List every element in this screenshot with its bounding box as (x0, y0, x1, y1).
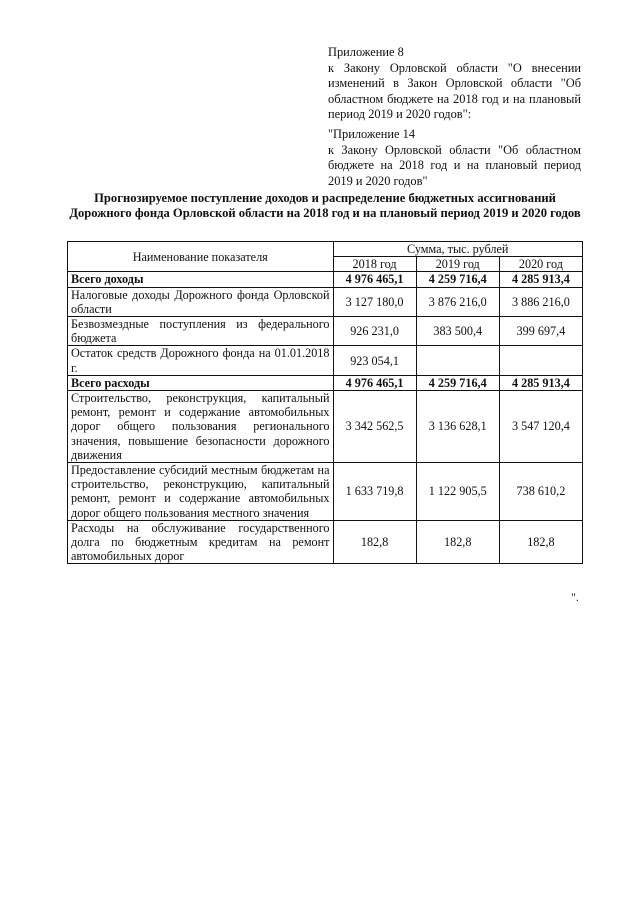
value-2020: 738 610,2 (499, 463, 582, 521)
header-year-2019: 2019 год (416, 257, 499, 272)
document-heading: Прогнозируемое поступление доходов и распределение бюджетных ассигнований Дорожного фонда Орловской области на 2018 год и на плановый период 2019 и 2020 годов (69, 191, 581, 221)
appendix-14-title: "Приложение 14 (328, 127, 416, 141)
table-header-row (68, 242, 583, 257)
row-name: Остаток средств Дорожного фонда на 01.01.2018 г. (68, 346, 334, 375)
value-2020: 4 285 913,4 (499, 272, 582, 287)
table-row-total-expenses (68, 375, 583, 390)
table-row-total-income (68, 272, 583, 287)
value-2018: 4 976 465,1 (333, 375, 416, 390)
value-2019: 383 500,4 (416, 317, 499, 346)
header-indicator-name: Наименование показателя (68, 242, 334, 272)
table-row-fund-balance (68, 346, 583, 375)
value-2020: 3 547 120,4 (499, 391, 582, 463)
value-2018: 3 127 180,0 (333, 287, 416, 316)
value-2018: 3 342 562,5 (333, 391, 416, 463)
value-2019: 3 136 628,1 (416, 391, 499, 463)
row-name: Расходы на обслуживание государственного долга по бюджетным кредитам на ремонт автомобильных дорог (68, 520, 334, 564)
row-name: Всего расходы (68, 375, 334, 390)
row-name: Безвозмездные поступления из федерального бюджета (68, 317, 334, 346)
value-2020: 182,8 (499, 520, 582, 564)
appendix-14-text: к Закону Орловской области "Об областном бюджете на 2018 год и на плановый период 2019 и 2020 годов" (328, 142, 581, 188)
value-2018: 182,8 (333, 520, 416, 564)
header-sum: Сумма, тыс. рублей (333, 242, 583, 257)
row-name: Предоставление субсидий местным бюджетам на строительство, реконструкцию, капитальный ремонт, ремонт и содержание автомобильных дорог общего пользования местного значения (68, 463, 334, 521)
value-2019: 3 876 216,0 (416, 287, 499, 316)
table-row-regional-roads (68, 391, 583, 463)
value-2018: 923 054,1 (333, 346, 416, 375)
value-2020 (499, 346, 582, 375)
appendix-8-text: к Закону Орловской области "О внесении изменений в Закон Орловской области "Об областном бюджете на 2018 год и на плановый период 2019 и 2020 годов": (328, 60, 581, 122)
value-2020: 3 886 216,0 (499, 287, 582, 316)
budget-table (67, 241, 583, 564)
table-row-federal-transfers (68, 317, 583, 346)
value-2020: 4 285 913,4 (499, 375, 582, 390)
row-name: Строительство, реконструкция, капитальный ремонт, ремонт и содержание автомобильных дорог общего пользования регионального значения, повышение безопасности дорожного движения (68, 391, 334, 463)
closing-quote-mark: ". (571, 590, 579, 604)
value-2018: 926 231,0 (333, 317, 416, 346)
value-2019: 4 259 716,4 (416, 375, 499, 390)
table-row-tax-income (68, 287, 583, 316)
appendix-14-block (328, 127, 581, 189)
row-name: Всего доходы (68, 272, 334, 287)
value-2019 (416, 346, 499, 375)
value-2019: 1 122 905,5 (416, 463, 499, 521)
row-name: Налоговые доходы Дорожного фонда Орловской области (68, 287, 334, 316)
value-2018: 1 633 719,8 (333, 463, 416, 521)
value-2018: 4 976 465,1 (333, 272, 416, 287)
value-2020: 399 697,4 (499, 317, 582, 346)
appendix-8-title: Приложение 8 (328, 45, 404, 59)
value-2019: 4 259 716,4 (416, 272, 499, 287)
table-row-debt-service (68, 520, 583, 564)
appendix-8-block (328, 45, 581, 123)
value-2019: 182,8 (416, 520, 499, 564)
header-year-2018: 2018 год (333, 257, 416, 272)
table-row-local-subsidies (68, 463, 583, 521)
header-year-2020: 2020 год (499, 257, 582, 272)
